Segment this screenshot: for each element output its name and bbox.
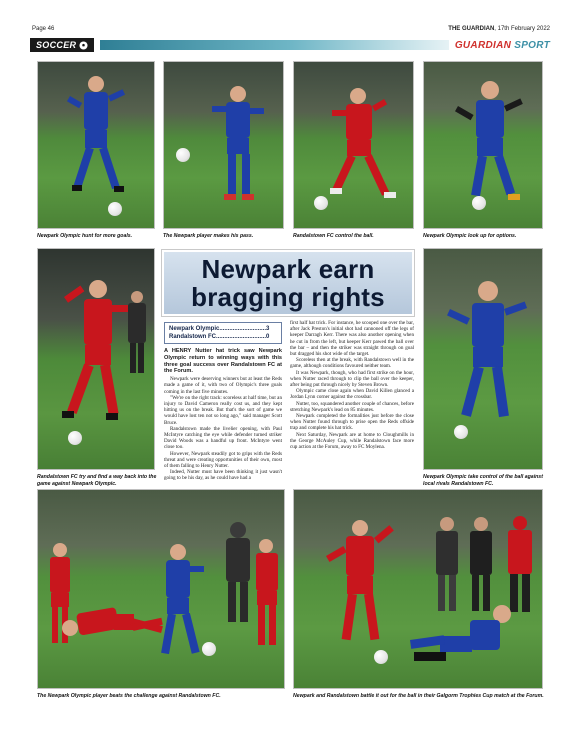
article-paragraph: Next Saturday, Newpark are at home to Cloughmills in the George McAuley Cup, while Randalstown face more cup action at the Forum, away to FC Moylena. — [290, 431, 414, 451]
caption-2: The Newpark player makes his pass. — [163, 233, 254, 239]
section-label — [30, 38, 94, 52]
publication-name: THE GUARDIAN — [448, 26, 495, 32]
photo-6 — [423, 248, 543, 470]
caption-4: Newpark Olympic look up for options. — [423, 233, 517, 239]
player-blue — [438, 275, 538, 455]
photo-5 — [37, 248, 155, 470]
caption-8: Newpark and Randalstown battle it out for the ball in their Galgorm Trophies Cup match at the Forum. — [293, 693, 544, 699]
score-box — [164, 322, 282, 344]
article-paragraph: first half hat trick. For instance, he scooped one over the bar, after Jack Preston's initial shot had cannoned off the legs of keeper Darragh Kerr. There was also another opening when he cut in from the left, but keeper Kerr pawed the ball over the bar – and then the striker was straight through on goal but dragged his shot wide of the target. — [290, 320, 414, 358]
publication-date-line — [448, 26, 550, 36]
headline-box — [162, 250, 414, 316]
photo-4 — [423, 61, 543, 229]
section-title: SOCCER — [36, 40, 77, 50]
article-paragraph: Newpark completed the formalities just before the close when Nutter found through to prise open the Reds offside trap and complete his hat trick. — [290, 413, 414, 432]
caption-1: Newpark Olympic hunt for more goals. — [37, 233, 133, 239]
article-paragraph: However, Newpark steadily got to grips with the Reds threat and were creating opportunities of their own, most of them falling to Henry Nutter. — [164, 450, 282, 470]
article-paragraph: Scoreless then at the break, with Randalstown well in the game, although conditions favoured neither team. — [290, 357, 414, 370]
caption-7: The Newpark Olympic player beats the challenge against Randalstown FC. — [37, 693, 221, 699]
article-column-1 — [164, 348, 282, 482]
caption-6: Newpark Olympic take control of the ball against local rivals Randalstown FC. — [423, 474, 543, 487]
section-strip — [100, 40, 449, 50]
caption-5: Randalstown FC try and find a way back into the game against Newpark Olympic. — [37, 474, 157, 487]
photo-8 — [293, 489, 543, 689]
article-paragraph: "We're on the right track: scoreless at half time, but an injury to David Cameron really cost us, and they kept hitting us on the break. But that's the sort of game we would have lost ten not so long ago," said manager Scott Bruce. — [164, 394, 282, 426]
player-blue-sliding — [406, 600, 516, 670]
photo-2 — [163, 61, 284, 229]
brand-guardian: GUARDIAN — [454, 39, 512, 51]
article-paragraph: Newpark were deserving winners but at least the Reds made a game of it, with two of Olympic's three goals coming in the last five minutes. — [164, 376, 282, 395]
section-bar — [30, 38, 550, 52]
headline — [191, 255, 385, 311]
score-away: Randalstown FC..............................0 — [169, 334, 270, 340]
article-paragraph: Nutter, too, squandered another couple of chances, before stretching Newpark's lead on 85 minutes. — [290, 400, 414, 413]
player-blue — [56, 70, 136, 220]
player-blue — [444, 76, 534, 222]
spectator — [122, 289, 152, 379]
article-lead: A HENRY Nutter hat trick saw Newpark Olympic return to winning ways with this three goal success over Randalstown FC at the Forum. — [164, 348, 282, 375]
football — [472, 196, 486, 210]
caption-3: Randalstown FC control the ball. — [293, 233, 374, 239]
football — [108, 202, 122, 216]
football — [374, 650, 388, 664]
publication-date: , 17th February 2022 — [494, 26, 550, 32]
player-red — [248, 536, 286, 656]
football — [314, 196, 328, 210]
brand-sport: SPORT — [514, 39, 550, 51]
player-blue — [150, 540, 206, 670]
page-header-line — [32, 26, 550, 36]
football — [68, 431, 82, 445]
page-number: Page 46 — [32, 26, 55, 32]
article-paragraph: It was Newpark, though, who had first strike on the hour, when Nutter raced through to clip the ball over the keeper, after being put through nicely by Steven Brown. — [290, 369, 414, 389]
photo-7 — [37, 489, 285, 689]
article-column-2 — [290, 320, 414, 478]
headline-line-1: Newpark earn — [201, 254, 375, 284]
player-red — [322, 84, 402, 224]
article-paragraph: Olympic came close again when David Killen glanced a Jordan Lynn corner against the crossbar. — [290, 388, 414, 401]
headline-line-2: bragging rights — [191, 282, 385, 312]
player-red — [320, 516, 400, 666]
football — [454, 425, 468, 439]
brand-logo — [455, 40, 550, 51]
score-home: Newpark Olympic............................3 — [169, 326, 270, 332]
football — [176, 148, 190, 162]
football — [202, 642, 216, 656]
player-blue — [204, 80, 274, 220]
photo-1 — [37, 61, 155, 229]
article-paragraph: Randalstown made the livelier opening, with Paul McIntyre catching the eye while defender turned striker David Woods was a handful up front. McIntyre went close too. — [164, 425, 282, 451]
football-icon — [79, 41, 88, 50]
article-paragraph: Indeed, Nutter must have been thinking it just wasn't going to be his day, as he could have had a — [164, 469, 282, 482]
photo-3 — [293, 61, 414, 229]
